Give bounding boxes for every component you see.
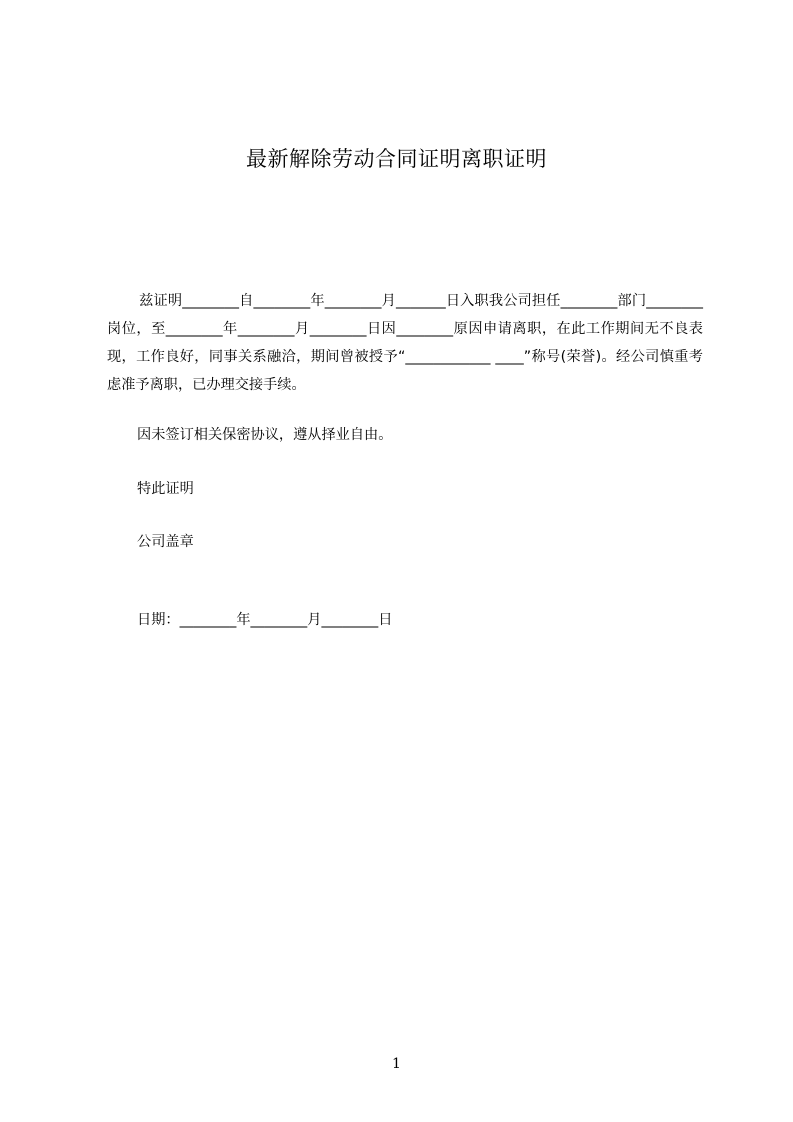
- page-number: 1: [392, 1056, 401, 1072]
- certificate-paragraph: [107, 287, 703, 399]
- document-title: 最新解除劳动合同证明离职证明: [246, 147, 547, 171]
- date-line: 日期：________年________月________日: [137, 612, 393, 628]
- certificate-paragraph-text: 兹证明________自________年________月_______日入职我公司担任________部门________岗位，至________年________月________日因________原因申请离职，在此工作期间无不良表现，工作良好，同事关系融洽，期间曾被授予“____________ ____”称号(荣誉)。经公司慎重考虑准予离职，已办理交接手续。: [107, 293, 703, 393]
- certification-statement: 特此证明: [137, 481, 194, 497]
- confidentiality-paragraph: 因未签订相关保密协议，遵从择业自由。: [137, 427, 393, 443]
- company-seal-label: 公司盖章: [137, 534, 194, 550]
